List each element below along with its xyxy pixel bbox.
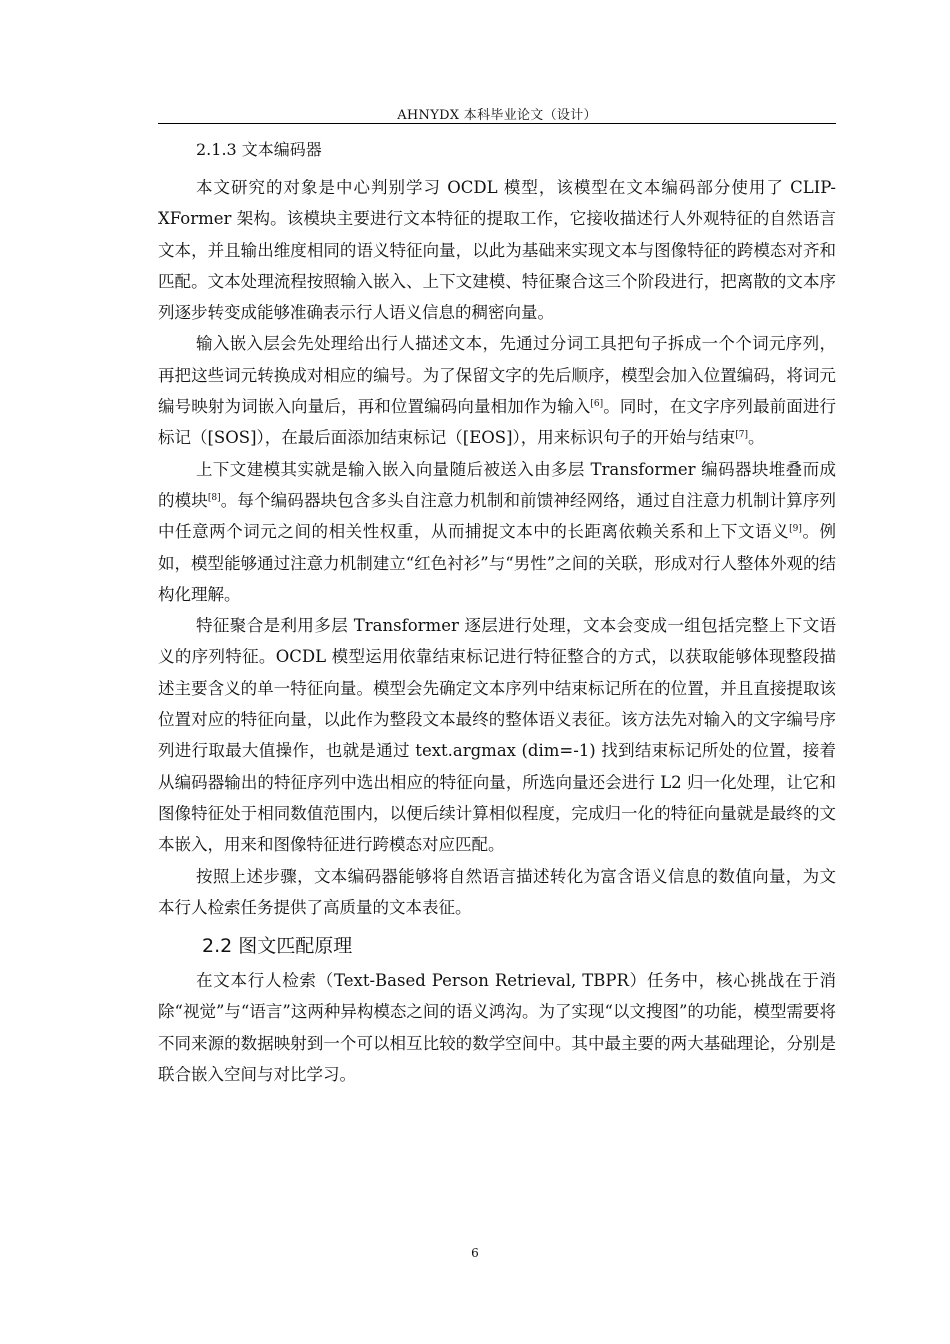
paragraph <box>158 861 836 924</box>
section-title: 2.2 图文匹配原理 <box>202 935 353 958</box>
paragraph <box>158 965 836 1090</box>
paragraph-text: 在文本行人检索（Text-Based Person Retrieval, TBPR）任务中，核心挑战在于消除“视觉”与“语言”这两种异构模态之间的语义鸿沟。为了实现“以文搜图”的功能，模型需要将不同来源的数据映射到一个可以相互比较的数学空间中。其中最主要的两大基础理论，分别是联合嵌入空间与对比学习。 <box>158 971 836 1085</box>
citation: [8] <box>207 492 221 503</box>
citation: [6] <box>590 399 604 410</box>
paragraph-text: 输入嵌入层会先处理给出行人描述文本，先通过分词工具把句子拆成一个个词元序列，再把这些词元转换成对相应的编号。为了保留文字的先后顺序，模型会加入位置编码，将词元编号映射为词嵌入向量后，再和位置编码向量相加作为输入 <box>158 334 836 417</box>
citation: [7] <box>735 430 749 441</box>
paragraph-text: 特征聚合是利用多层 Transformer 逐层进行处理，文本会变成一组包括完整上下文语义的序列特征。OCDL 模型运用依靠结束标记进行特征整合的方式，以获取能够体现整段描述主要含义的单一特征向量。模型会先确定文本序列中结束标记所在的位置，并且直接提取该位置对应的特征向量，以此作为整段文本最终的整体语义表征。该方法先对输入的文字编号序列进行取最大值操作，也就是通过 text.argmax (dim=-1) 找到结束标记所处的位置，接着从编码器输出的特征序列中选出相应的特征向量，所选向量还会进行 L2 归一化处理，让它和图像特征处于相同数值范围内，以便后续计算相似程度，完成归一化的特征向量就是最终的文本嵌入，用来和图像特征进行跨模态对应匹配。 <box>158 616 836 855</box>
header-rule <box>158 123 836 124</box>
paragraph <box>158 610 836 860</box>
page-body <box>158 134 836 1090</box>
paragraph <box>158 454 836 610</box>
subsection-title: 2.1.3 文本编码器 <box>196 140 322 159</box>
paragraph-text: 。每个编码器块包含多头自注意力机制和前馈神经网络，通过自注意力机制计算序列中任意两个词元之间的相关性权重，从而捕捉文本中的长距离依赖关系和上下文语义 <box>158 490 837 542</box>
page-header: AHNYDX 本科毕业论文（设计） <box>397 108 597 123</box>
paragraph <box>158 328 836 453</box>
paragraph-text: 按照上述步骤，文本编码器能够将自然语言描述转化为富含语义信息的数值向量，为文本行人检索任务提供了高质量的文本表征。 <box>158 866 836 917</box>
paragraph-text: 本文研究的对象是中心判别学习 OCDL 模型，该模型在文本编码部分使用了 CLIP-XFormer 架构。该模块主要进行文本特征的提取工作，它接收描述行人外观特征的自然语言文本，并且输出维度相同的语义特征向量，以此为基础来实现文本与图像特征的跨模态对齐和匹配。文本处理流程按照输入嵌入、上下文建模、特征聚合这三个阶段进行，把离散的文本序列逐步转变成能够准确表示行人语义信息的稠密向量。 <box>158 178 836 323</box>
paragraph <box>158 172 836 328</box>
citation: [9] <box>789 524 802 535</box>
paragraph-text: 上下文建模其实就是输入嵌入向量随后被送入由多层 Transformer 编码器块堆叠而成的模块 <box>158 459 836 510</box>
paragraph-text: 。同时，在文字序列最前面进行标记（[SOS]），在最后面添加结束标记（[EOS]），用来标识句子的开始与结束 <box>158 397 837 448</box>
page-number: 6 <box>471 1246 479 1260</box>
paragraph-text: 。 <box>748 428 765 448</box>
paragraph-text: 。例如，模型能够通过注意力机制建立“红色衬衫”与“男性”之间的关联，形成对行人整体外观的结构化理解。 <box>158 522 837 604</box>
